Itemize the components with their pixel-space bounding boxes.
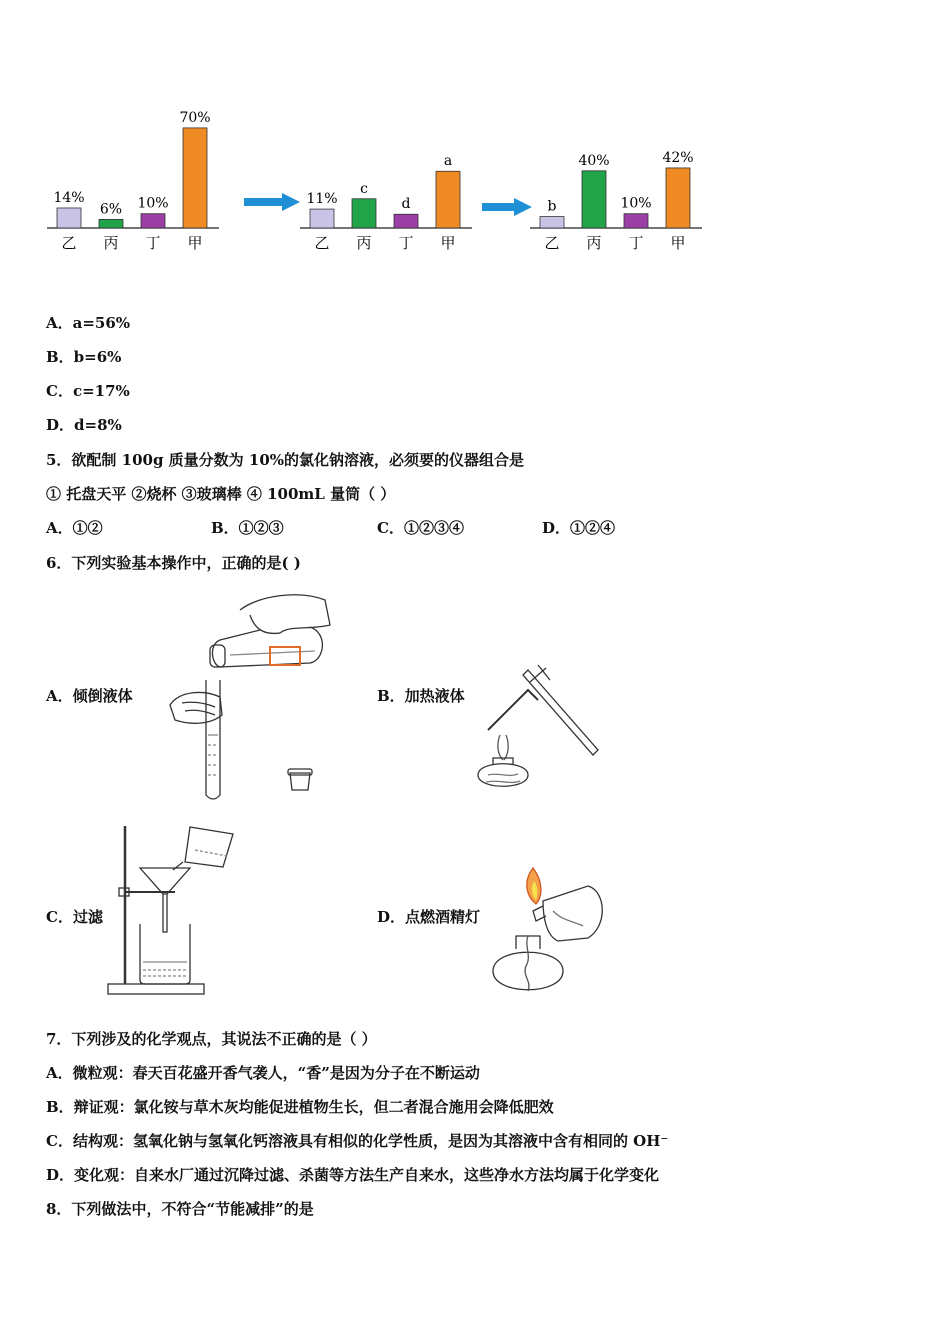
filtration-illustration bbox=[105, 812, 245, 1006]
lighting-alcohol-lamp-illustration bbox=[488, 866, 618, 1005]
data-label: b bbox=[547, 198, 557, 215]
data-label: 11% bbox=[306, 191, 338, 208]
category-label: 乙 bbox=[544, 234, 560, 252]
q6-option-d[interactable]: D．点燃酒精灯 bbox=[377, 908, 481, 926]
q4-option-a[interactable]: A．a=56% bbox=[46, 314, 131, 332]
q7-option-b[interactable]: B．辩证观：氯化铵与草木灰均能促进植物生长，但二者混合施用会降低肥效 bbox=[46, 1098, 554, 1116]
bar-丙 bbox=[99, 219, 123, 228]
arrow-icon bbox=[482, 198, 532, 216]
category-label: 丁 bbox=[628, 234, 644, 252]
category-label: 丙 bbox=[586, 234, 602, 252]
q7-option-c[interactable]: C．结构观：氢氧化钠与氢氧化钙溶液具有相似的化学性质，是因为其溶液中含有相同的 OH⁻ bbox=[46, 1132, 669, 1150]
q4-option-c[interactable]: C．c=17% bbox=[46, 382, 130, 400]
data-label: 40% bbox=[578, 152, 610, 169]
heating-liquid-illustration bbox=[468, 660, 608, 814]
bar-chart-middle bbox=[298, 95, 478, 255]
bar-丙 bbox=[352, 199, 376, 228]
bar-丁 bbox=[394, 214, 418, 228]
data-label: 70% bbox=[179, 109, 211, 126]
chart-svg bbox=[45, 100, 225, 260]
category-label: 丁 bbox=[398, 234, 414, 252]
bar-甲 bbox=[183, 128, 207, 228]
data-label: a bbox=[443, 153, 453, 170]
q4-option-d[interactable]: D．d=8% bbox=[46, 416, 122, 434]
q4-option-b[interactable]: B．b=6% bbox=[46, 348, 122, 366]
data-label: d bbox=[401, 196, 411, 213]
pouring-liquid-illustration bbox=[160, 585, 340, 809]
bar-甲 bbox=[436, 171, 460, 228]
q5-option-a[interactable]: A．①② bbox=[46, 519, 103, 537]
bar-乙 bbox=[540, 217, 564, 228]
category-label: 丙 bbox=[356, 234, 372, 252]
data-label: 14% bbox=[53, 189, 85, 206]
data-label: 6% bbox=[99, 201, 123, 218]
category-label: 乙 bbox=[314, 234, 330, 252]
q6-option-b[interactable]: B．加热液体 bbox=[377, 687, 465, 705]
q5-option-c[interactable]: C．①②③④ bbox=[377, 519, 464, 537]
bar-chart-final bbox=[528, 100, 708, 260]
data-label: 10% bbox=[620, 195, 652, 212]
category-label: 甲 bbox=[440, 234, 456, 252]
bar-丙 bbox=[582, 171, 606, 228]
data-label: c bbox=[360, 180, 368, 197]
bar-丁 bbox=[624, 214, 648, 228]
bar-乙 bbox=[310, 209, 334, 228]
q5-option-b[interactable]: B．①②③ bbox=[211, 519, 284, 537]
q6-option-c[interactable]: C．过滤 bbox=[46, 908, 103, 926]
category-label: 丁 bbox=[145, 234, 161, 252]
chart-svg bbox=[298, 95, 478, 260]
data-label: 42% bbox=[662, 149, 694, 166]
q5-option-d[interactable]: D．①②④ bbox=[542, 519, 616, 537]
arrow-icon bbox=[244, 193, 300, 211]
bar-丁 bbox=[141, 214, 165, 228]
category-label: 乙 bbox=[61, 234, 77, 252]
q7-stem: 7．下列涉及的化学观点，其说法不正确的是（ ） bbox=[46, 1030, 377, 1048]
category-label: 甲 bbox=[670, 234, 686, 252]
q7-option-a[interactable]: A．微粒观：春天百花盛开香气袭人，“香”是因为分子在不断运动 bbox=[46, 1064, 480, 1082]
q7-option-d[interactable]: D．变化观：自来水厂通过沉降过滤、杀菌等方法生产自来水，这些净水方法均属于化学变化 bbox=[46, 1166, 660, 1184]
q6-stem: 6．下列实验基本操作中，正确的是( ) bbox=[46, 554, 301, 572]
data-label: 10% bbox=[137, 195, 169, 212]
q5-stem: 5．欲配制 100g 质量分数为 10%的氯化钠溶液，必须要的仪器组合是 bbox=[46, 451, 525, 469]
chart-svg bbox=[528, 100, 708, 260]
category-label: 丙 bbox=[103, 234, 119, 252]
category-label: 甲 bbox=[187, 234, 203, 252]
arrow-right-1 bbox=[242, 192, 302, 216]
bar-乙 bbox=[57, 208, 81, 228]
bar-甲 bbox=[666, 168, 690, 228]
q5-items: ① 托盘天平 ②烧杯 ③玻璃棒 ④ 100mL 量筒（ ） bbox=[46, 485, 396, 503]
q8-stem: 8．下列做法中，不符合“节能减排”的是 bbox=[46, 1200, 314, 1218]
bar-chart-initial bbox=[45, 100, 225, 260]
q6-option-a[interactable]: A．倾倒液体 bbox=[46, 687, 133, 705]
